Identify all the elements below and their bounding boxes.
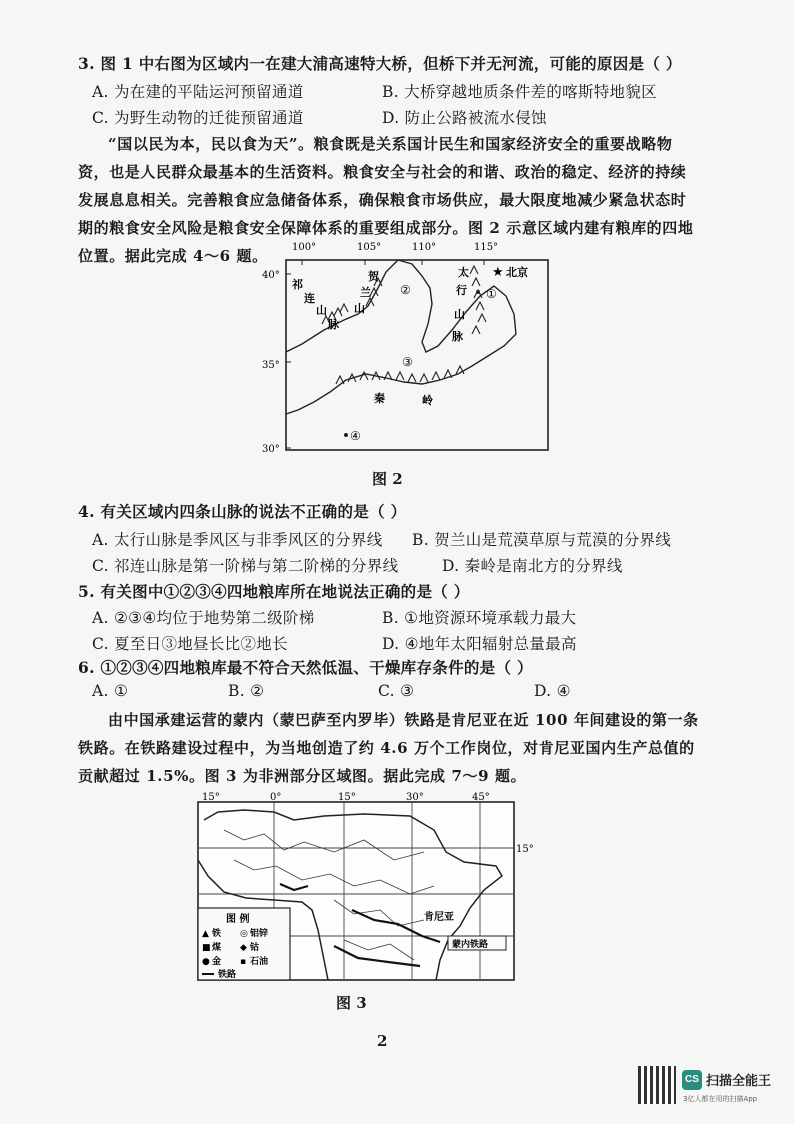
fig2-helan-2: 兰: [360, 286, 371, 299]
fig2-helan-1: 贺: [368, 270, 379, 283]
fig3-kenya-label: 肯尼亚: [424, 912, 454, 923]
fig3-legend-iron: 铁: [212, 929, 222, 939]
camscanner-logo-icon: CS: [682, 1070, 702, 1090]
passage-mombasa-nairobi-railway: 由中国承建运营的蒙内（蒙巴萨至内罗毕）铁路是肯尼亚在近 100 年间建设的第一条铁路。在铁路建设过程中，为当地创造了约 4.6 万个工作岗位，对肯尼亚国内生产总值的贡献超过 1.5%。图 3 为非洲部分区域图。据此完成 7～9 题。: [78, 711, 699, 785]
question-4-option-d: D. 秦岭是南北方的分界线: [442, 557, 623, 575]
fig3-railway-label: 蒙内铁路: [452, 940, 489, 950]
question-5-option-c: C. 夏至日③地昼长比②地长: [92, 635, 288, 653]
fig3-lon-30e: 30°: [406, 792, 424, 803]
fig3-legend-oil: 石油: [250, 957, 269, 967]
fig3-legend-title: 图 例: [226, 914, 250, 925]
fig3-legend-alzn-icon: ◎: [240, 929, 248, 939]
figure-3-map: [184, 790, 534, 986]
fig3-legend-oil-icon: ▪: [240, 957, 247, 967]
fig2-site-2: ②: [400, 283, 411, 297]
question-4-stem: 4. 有关区域内四条山脉的说法不正确的是（ ）: [78, 502, 407, 521]
figure-3-caption: 图 3: [336, 994, 367, 1012]
page-number: 2: [377, 1032, 388, 1050]
figure-2-caption: 图 2: [372, 470, 403, 488]
fig3-legend-cobalt-icon: ◆: [240, 943, 247, 953]
fig2-taihang-4: 脉: [452, 330, 463, 343]
fig2-qilian-4: 脉: [328, 318, 339, 331]
question-3-option-c: C. 为野生动物的迁徙预留通道: [92, 109, 304, 127]
fig2-lon-115: 115°: [474, 242, 499, 253]
fig2-site-3: ③: [402, 355, 413, 369]
fig2-taihang-2: 行: [456, 284, 467, 297]
fig2-qilian-1: 祁: [292, 278, 303, 291]
fig3-lon-15w: 15°: [202, 792, 220, 803]
question-5-option-d: D. ④地年太阳辐射总量最高: [382, 635, 577, 653]
fig2-lat-35: 35°: [262, 360, 280, 371]
question-3-stem: 3. 图 1 中右图为区域内一在建大浦高速特大桥，但桥下并无河流，可能的原因是（ ）: [78, 54, 682, 73]
fig2-taihang-1: 太: [458, 266, 469, 279]
fig2-beijing-star-icon: ★: [492, 265, 504, 280]
fig2-lat-40: 40°: [262, 270, 280, 281]
fig2-site-1: ①: [486, 287, 497, 301]
question-6-option-a: A. ①: [92, 682, 129, 700]
question-6-option-c: C. ③: [378, 682, 415, 700]
question-4-option-b: B. 贺兰山是荒漠草原与荒漠的分界线: [412, 531, 672, 549]
figure-2-map: [262, 234, 562, 464]
fig3-legend-coal-icon: ■: [202, 943, 211, 953]
qr-code-icon: [638, 1066, 676, 1104]
fig3-lon-45e: 45°: [472, 792, 490, 803]
question-4-option-c: C. 祁连山脉是第一阶梯与第二阶梯的分界线: [92, 557, 399, 575]
question-6-stem: 6. ①②③④四地粮库最不符合天然低温、干燥库存条件的是（ ）: [78, 658, 533, 677]
fig2-qinling-2: 岭: [422, 394, 433, 407]
fig2-taihang-3: 山: [454, 308, 465, 321]
fig3-legend-gold-icon: ●: [202, 957, 210, 967]
fig3-legend-gold: 金: [212, 957, 222, 967]
question-6-option-b: B. ②: [228, 682, 265, 700]
fig3-legend-coal: 煤: [212, 943, 222, 953]
fig3-legend-iron-icon: ▲: [202, 929, 209, 939]
question-6-option-d: D. ④: [534, 682, 571, 700]
fig3-lat-15n: 15°: [516, 844, 534, 855]
question-3-option-a: A. 为在建的平陆运河预留通道: [92, 83, 304, 101]
fig3-lon-0: 0°: [270, 792, 282, 803]
passage-grain-security: “国以民为本，民以食为天”。粮食既是关系国计民生和国家经济安全的重要战略物资，也是人民群众最基本的生活资料。粮食安全与社会的和谐、政治的稳定、经济的持续发展息息相关。完善粮食应急储备体系，确保粮食市场供应，最大限度地减少紧急状态时期的粮食安全风险是粮食安全保障体系的重要组成部分。图 2 示意区域内建有粮库的四地位置。据此完成 4～6 题。: [78, 135, 694, 265]
question-3-option-d: D. 防止公路被流水侵蚀: [382, 109, 547, 127]
scanner-brand: 扫描全能王: [706, 1074, 772, 1089]
fig3-legend-cobalt: 钴: [250, 943, 260, 953]
fig3-legend-alzn: 铝锌: [250, 929, 269, 939]
question-3-option-b: B. 大桥穿越地质条件差的喀斯特地貌区: [382, 83, 657, 101]
fig2-lon-110: 110°: [412, 242, 437, 253]
question-5-stem: 5. 有关图中①②③④四地粮库所在地说法正确的是（ ）: [78, 582, 470, 601]
fig2-helan-3: 山: [354, 302, 365, 315]
question-4-option-a: A. 太行山脉是季风区与非季风区的分界线: [92, 531, 383, 549]
fig3-lon-15e: 15°: [338, 792, 356, 803]
fig2-qinling-1: 秦: [374, 392, 385, 405]
fig2-site-4: ④: [350, 429, 361, 443]
fig2-lat-30: 30°: [262, 444, 280, 455]
fig2-beijing-label: 北京: [506, 266, 528, 279]
question-5-option-a: A. ②③④均位于地势第二级阶梯: [92, 609, 315, 627]
question-5-option-b: B. ①地资源环境承载力最大: [382, 609, 577, 627]
figure-2-frame: [286, 260, 548, 450]
fig2-lon-100: 100°: [292, 242, 317, 253]
fig2-qilian-3: 山: [316, 304, 327, 317]
scanner-tagline: 3亿人都在用的扫描App: [683, 1095, 758, 1103]
fig2-qilian-2: 连: [304, 292, 315, 305]
fig2-lon-105: 105°: [357, 242, 382, 253]
fig3-legend-railway: 铁路: [218, 970, 237, 980]
